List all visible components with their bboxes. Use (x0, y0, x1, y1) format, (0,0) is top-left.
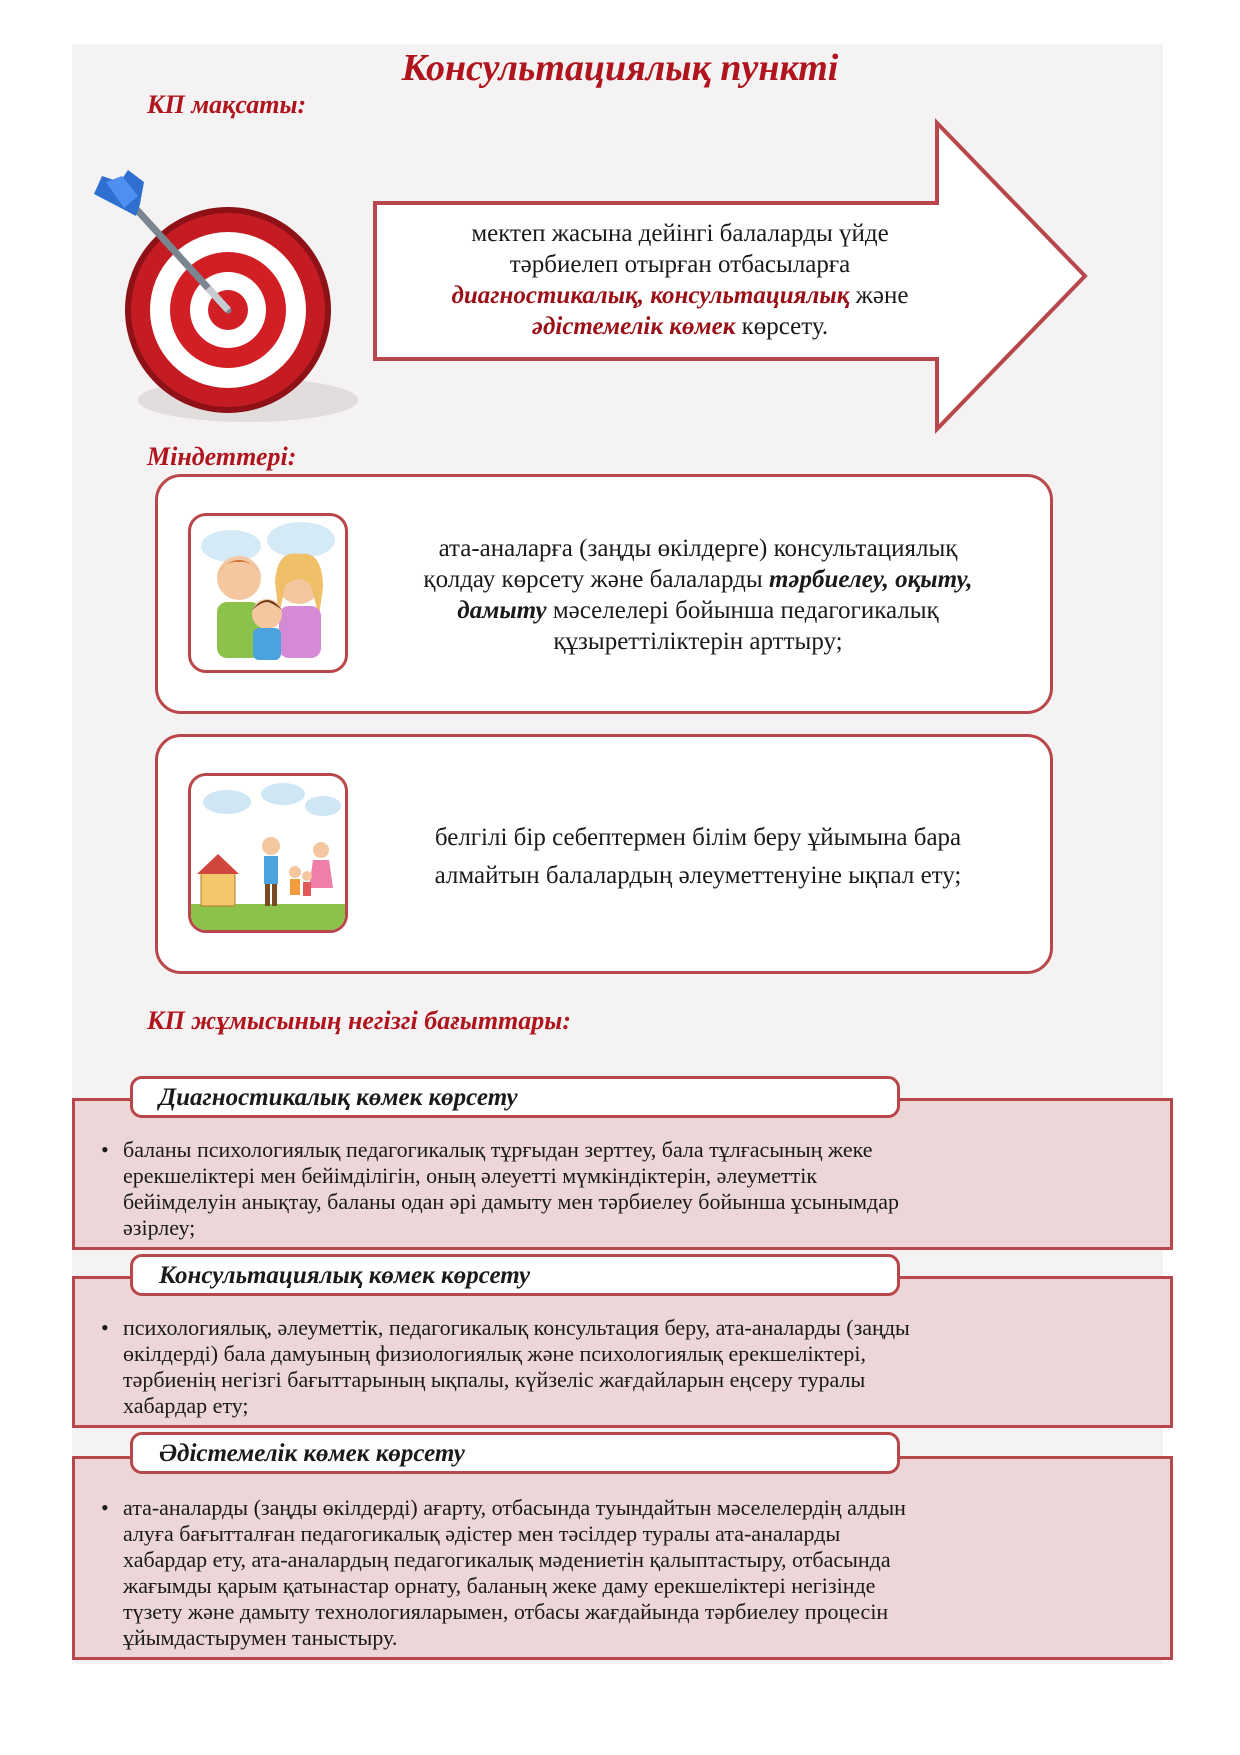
task-card-2 (155, 734, 1053, 974)
task-1-line-3 (398, 595, 998, 626)
direction-2-bullet (101, 1315, 910, 1419)
task-1-line-3-plain: мәселелері бойынша педагогикалық (546, 597, 939, 624)
direction-panel-2 (72, 1276, 1173, 1428)
goal-tail: көрсету. (735, 313, 829, 340)
directions-heading: КП жұмысының негізгі бағыттары: (147, 1006, 571, 1035)
direction-3-bullet (101, 1495, 906, 1651)
direction-1-line: әзірлеу; (123, 1215, 196, 1240)
direction-2-line: хабардар ету; (123, 1393, 249, 1418)
tasks-heading: Міндеттері: (147, 442, 297, 471)
task-1-line-2-plain: қолдау көрсету және балаларды (423, 566, 769, 593)
direction-1-line: бейімделуін анықтау, баланы одан әрі дамыту мен тәрбиелеу бойынша ұсынымдар (123, 1189, 900, 1214)
direction-3-title-tab (130, 1432, 900, 1474)
task-2-line-2: алмайтын балалардың әлеуметтенуіне ықпал ету; (434, 862, 962, 889)
goal-emph-1: диагностикалық, консультациялық (451, 282, 850, 309)
direction-3-line: хабардар ету, ата-аналардың педагогикалық мәдениетін қалыптастыру, отбасында (123, 1547, 891, 1572)
target-dart-icon (78, 160, 378, 440)
family-house-illustration (188, 773, 348, 933)
task-1-line-2-emph: тәрбиелеу, оқыту, (768, 566, 973, 593)
task-1-line-2 (398, 564, 998, 595)
direction-3-line: ата-аналарды (заңды өкілдерді) ағарту, отбасында туындайтын мәселелердің алдын (123, 1495, 906, 1520)
goal-heading: КП мақсаты: (147, 90, 307, 119)
task-2-line-1: белгілі бір себептермен білім беру ұйымына бара (434, 824, 962, 851)
task-2-text (398, 819, 998, 895)
direction-2-title-tab (130, 1254, 900, 1296)
task-1-line-4: құзыреттіліктерін арттыру; (553, 628, 843, 655)
direction-3-line: алуға бағытталған педагогикалық әдістер мен тәсілдер туралы ата-аналарды (123, 1521, 841, 1546)
direction-3-line: түзету және дамыту технологияларымен, отбасы жағдайында тәрбиелеу процесін (123, 1599, 889, 1624)
page-title: Консультациялық пункті (401, 47, 839, 89)
direction-2-line: тәрбиенің негізгі бағыттарының ықпалы, күйзеліс жағдайларын еңсеру туралы (123, 1367, 866, 1392)
task-1-line-1: ата-аналарға (заңды өкілдерге) консультациялық (438, 535, 958, 562)
direction-1-title-tab (130, 1076, 900, 1118)
bullet-icon: • (101, 1315, 109, 1340)
goal-and: және (849, 282, 909, 309)
direction-3-title: Әдістемелік көмек көрсету (159, 1440, 465, 1467)
goal-emph-2: әдістемелік көмек (531, 313, 736, 340)
direction-panel-1 (72, 1098, 1173, 1250)
task-card-1 (155, 474, 1053, 714)
family-illustration (188, 513, 348, 673)
direction-3-line: ұйымдастырумен таныстыру. (123, 1625, 398, 1650)
bullet-icon: • (101, 1137, 109, 1162)
direction-1-line: баланы психологиялық педагогикалық тұрғыдан зерттеу, бала тұлғасының жеке (123, 1137, 873, 1162)
direction-3-line: жағымды қарым қатынастар орнату, баланың жеке даму ерекшеліктері негізінде (123, 1573, 876, 1598)
task-1-text (398, 533, 998, 657)
goal-text (430, 218, 930, 342)
task-1-line-3-emph: дамыту (457, 597, 547, 624)
goal-line-2: тәрбиелеп отырған отбасыларға (509, 251, 851, 278)
goal-line-4 (430, 311, 930, 342)
direction-1-bullet (101, 1137, 899, 1241)
direction-2-line: өкілдерді) бала дамуының физиологиялық және психологиялық ерекшеліктері, (123, 1341, 866, 1366)
direction-1-line: ерекшеліктері мен бейімділігін, оның әлеуетті мүмкіндіктерін, әлеуметтік (123, 1163, 818, 1188)
goal-line-3 (430, 280, 930, 311)
direction-2-title: Консультациялық көмек көрсету (159, 1262, 531, 1289)
goal-line-1: мектеп жасына дейінгі балаларды үйде (471, 220, 889, 247)
direction-2-line: психологиялық, әлеуметтік, педагогикалық консультация беру, ата-аналарды (заңды (123, 1315, 910, 1340)
direction-panel-3 (72, 1456, 1173, 1660)
bullet-icon: • (101, 1495, 109, 1520)
direction-1-title: Диагностикалық көмек көрсету (159, 1084, 518, 1111)
